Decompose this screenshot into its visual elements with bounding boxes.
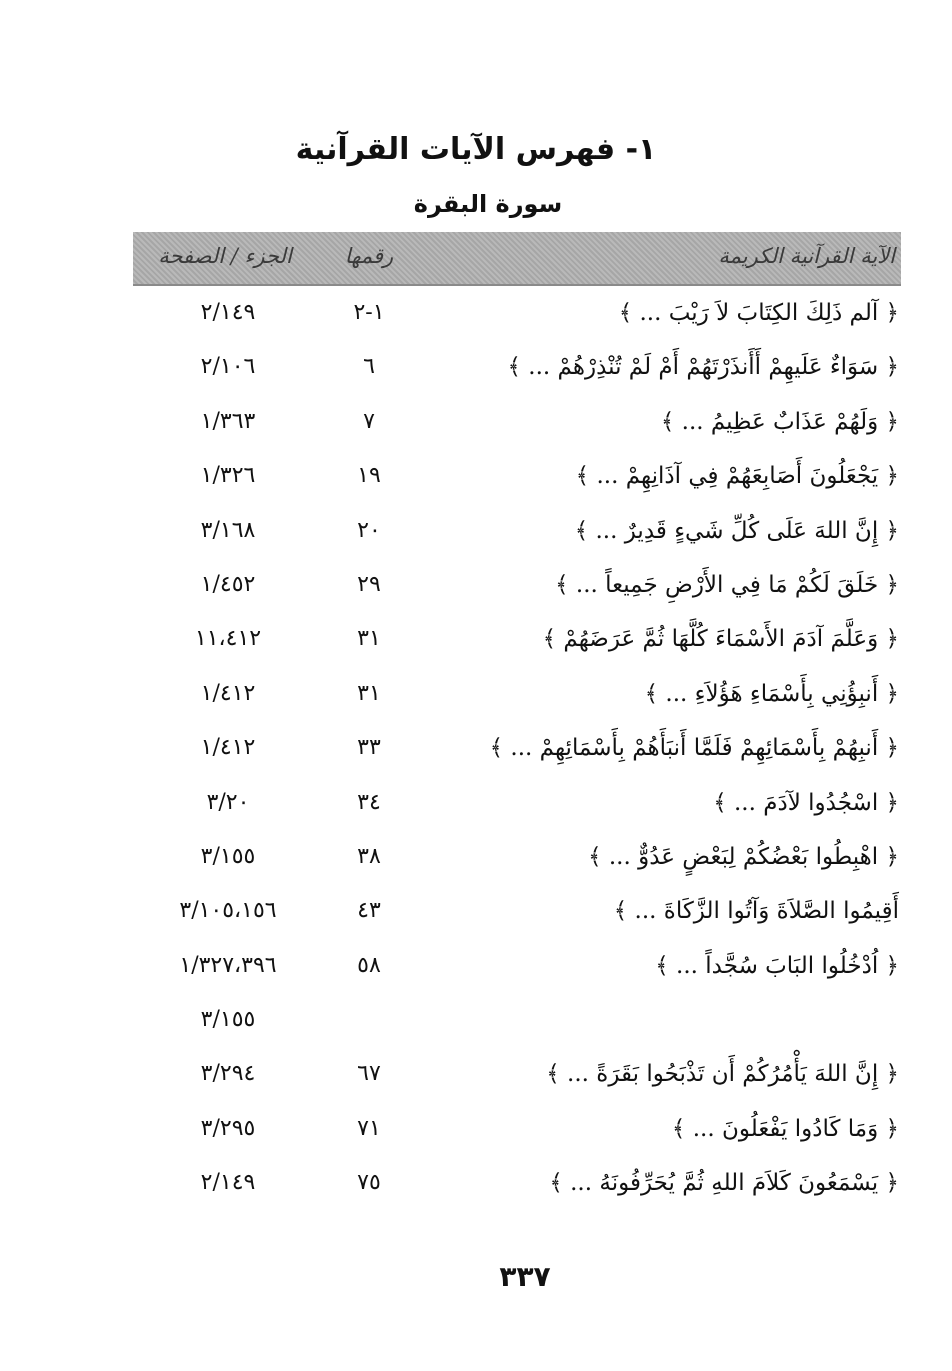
verse-number: ١-٢ bbox=[353, 300, 385, 325]
table-row bbox=[133, 342, 901, 396]
volume-page: ٣/١٦٨ bbox=[200, 517, 256, 543]
verse-number: ٣٣ bbox=[357, 735, 381, 761]
verse-number: ١٩ bbox=[357, 463, 381, 489]
verse-number: ٣١ bbox=[357, 626, 381, 652]
surah-title: سورة البقرة bbox=[413, 190, 563, 218]
table-header bbox=[133, 232, 901, 286]
table-row bbox=[133, 506, 901, 560]
volume-page: ١/٣٦٣ bbox=[200, 408, 256, 434]
volume-page: ٣/٢٩٤ bbox=[200, 1061, 256, 1087]
header-verse: الآية القرآنية الكريمة bbox=[718, 244, 895, 268]
volume-page: ٣/٢٩٥ bbox=[200, 1115, 256, 1141]
table-row bbox=[133, 995, 901, 1049]
table-row bbox=[133, 669, 901, 723]
volume-page: ١١،٤١٢ bbox=[194, 626, 262, 652]
verse-text: ﴿ وَعَلَّمَ آدَمَ الأَسْمَاءَ كُلَّهَا ثُمَّ عَرَضَهُمْ ﴾ bbox=[542, 626, 899, 653]
table-row bbox=[133, 1049, 901, 1103]
header-page: الجزء / الصفحة bbox=[158, 244, 292, 268]
table-row bbox=[133, 832, 901, 886]
verse-number: ٤٣ bbox=[357, 898, 381, 924]
verse-number: ٣٨ bbox=[357, 843, 381, 869]
volume-page: ٢/١٤٩ bbox=[200, 1170, 256, 1196]
verse-text: ﴿ أَنبِؤُنِي بِأَسْمَاءِ هَؤُلاَءِ ... ﴾ bbox=[644, 680, 899, 707]
verse-text: ﴿ آلم ذَلِكَ الكِتَابَ لاَ رَيْبَ ... ﴾ bbox=[618, 300, 899, 326]
volume-page: ٢/١٠٦ bbox=[200, 354, 256, 380]
volume-page: ٣/١٥٥ bbox=[200, 1007, 256, 1033]
table-row bbox=[133, 451, 901, 505]
table-row bbox=[133, 288, 901, 342]
table-row bbox=[133, 1104, 901, 1158]
verse-number: ٥٨ bbox=[357, 952, 381, 978]
verse-text: ﴿ اهْبِطُوا بَعْضُكُمْ لِبَعْضٍ عَدُوٌّ ... ﴾ bbox=[588, 843, 899, 870]
verse-number: ٧١ bbox=[357, 1115, 381, 1141]
verse-text: ﴿ أَنبِهُمْ بِأَسْمَائِهِمْ فَلَمَّا أَنبَأَهُمْ بِأَسْمَائِهِمْ ... ﴾ bbox=[489, 735, 899, 762]
table-row bbox=[133, 560, 901, 614]
volume-page: ٣/١٠٥،١٥٦ bbox=[179, 898, 277, 924]
verse-text: ﴿ اسْجُدُوا لآدَمَ ... ﴾ bbox=[713, 789, 899, 816]
verse-text: ﴿ يَجْعَلُونَ أَصَابِعَهُمْ فِي آذَانِهِمْ ... ﴾ bbox=[575, 463, 899, 490]
page-title: ١- فهرس الآيات القرآنية bbox=[295, 132, 657, 167]
verse-text: أَقِيمُوا الصَّلاَةَ وَآتُوا الزَّكَاةَ ... ﴾ bbox=[613, 898, 899, 925]
volume-page: ١/٤٥٢ bbox=[200, 571, 256, 597]
volume-page: ٣/١٥٥ bbox=[200, 843, 256, 869]
table-row bbox=[133, 1158, 901, 1212]
volume-page: ١/٣٢٧،٣٩٦ bbox=[179, 952, 277, 978]
verse-text: ﴿ إِنَّ اللهَ عَلَى كُلِّ شَيءٍ قَدِيرٌ ... ﴾ bbox=[574, 517, 899, 544]
volume-page: ١/٤١٢ bbox=[200, 735, 256, 761]
table-row bbox=[133, 723, 901, 777]
volume-page: ٢/١٤٩ bbox=[200, 300, 256, 325]
verse-text: ﴿ يَسْمَعُونَ كَلاَمَ اللهِ ثُمَّ يُحَرِّفُونَهُ ... ﴾ bbox=[549, 1170, 899, 1197]
table-row bbox=[133, 397, 901, 451]
table-row bbox=[133, 886, 901, 940]
verse-number: ٢٩ bbox=[357, 571, 381, 597]
table-row bbox=[133, 778, 901, 832]
verse-number: ٣١ bbox=[357, 680, 381, 706]
table-row bbox=[133, 614, 901, 668]
verse-number: ٣٤ bbox=[357, 789, 381, 815]
verse-number: ٦٧ bbox=[357, 1061, 381, 1087]
volume-page: ١/٣٢٦ bbox=[200, 463, 256, 489]
verse-number: ٧ bbox=[363, 408, 375, 434]
verse-number: ٧٥ bbox=[357, 1170, 381, 1196]
verse-text: ﴿ وَلَهُمْ عَذَابٌ عَظِيمُ ... ﴾ bbox=[660, 408, 899, 435]
verse-number: ٦ bbox=[363, 354, 375, 380]
verse-text: ﴿ وَمَا كَادُوا يَفْعَلُونَ ... ﴾ bbox=[671, 1115, 899, 1142]
header-number: رقمها bbox=[344, 244, 394, 268]
verse-text: ﴿ إِنَّ اللهَ يَأْمُرُكُمْ أَن تَذْبَحُوا بَقَرَةً ... ﴾ bbox=[546, 1061, 899, 1088]
verse-index-table bbox=[133, 288, 901, 1213]
verse-text: ﴿ خَلَقَ لَكُمْ مَا فِي الأَرْضِ جَمِيعاً ... ﴾ bbox=[555, 571, 899, 598]
verse-text: ﴿ سَوَاءٌ عَلَيهِمْ أَأَنذَرْتَهُمْ أَمْ لَمْ تُنْذِرْهُمْ ... ﴾ bbox=[507, 354, 899, 381]
table-row bbox=[133, 941, 901, 995]
verse-number: ٢٠ bbox=[357, 517, 381, 543]
volume-page: ١/٤١٢ bbox=[200, 680, 256, 706]
page-number: ٣٣٧ bbox=[499, 1260, 551, 1293]
volume-page: ٣/٢٠ bbox=[206, 789, 250, 815]
verse-text: ﴿ اُدْخُلُوا البَابَ سُجَّداً ... ﴾ bbox=[655, 952, 899, 979]
